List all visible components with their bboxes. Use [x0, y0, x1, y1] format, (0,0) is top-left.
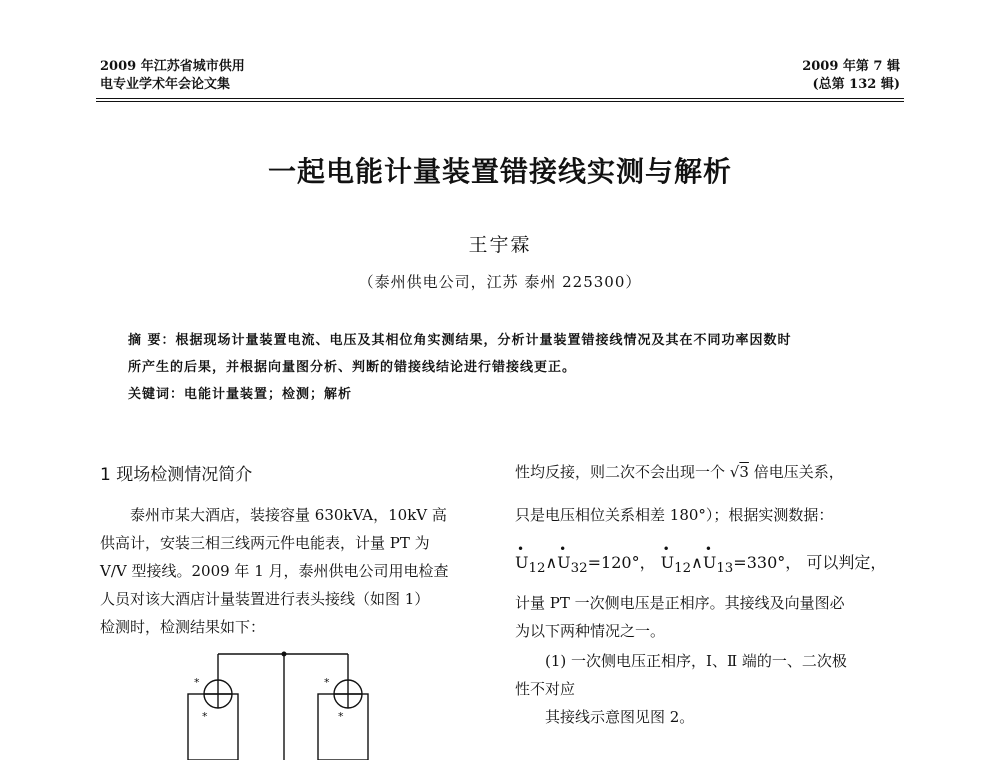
right-line1 — [515, 462, 844, 482]
fig-polarity-mark: * — [194, 676, 200, 689]
left-para-line: 供高计，安装三相三线两元件电能表，计量 PT 为 — [100, 534, 430, 552]
formula-line — [515, 553, 886, 579]
header-rule-bottom — [96, 101, 904, 102]
abstract-line2: 所产生的后果，并根据向量图分析、判断的错接线结论进行错接线更正。 — [128, 360, 577, 375]
formula-sub: 13 — [716, 561, 734, 577]
formula-wedge: ∧ — [545, 553, 558, 572]
formula-u: • U — [515, 553, 528, 572]
right-line2: 只是电压相位关系相差 180°）；根据实测数据： — [515, 506, 834, 524]
left-para-line: 人员对该大酒店计量装置进行表头接线（如图 1） — [100, 590, 430, 608]
right-line6: (1) 一次侧电压正相序，Ⅰ、Ⅱ 端的一、二次极 — [545, 652, 847, 670]
keywords-text: 电能计量装置；检测；解析 — [184, 387, 353, 402]
fig-polarity-mark: * — [324, 676, 330, 689]
fig-polarity-mark: * — [338, 710, 344, 723]
right-line8: 其接线示意图见图 2。 — [545, 708, 695, 726]
keywords-label: 关键词： — [128, 387, 185, 402]
paper-title: 一起电能计量装置错接线实测与解析 — [267, 155, 732, 188]
header-left — [100, 58, 245, 94]
left-para-line: V/V 型接线。2009 年 1 月，泰州供电公司用电检查 — [100, 562, 449, 580]
fig-right-loop — [318, 694, 368, 760]
header-right — [802, 58, 900, 94]
right-line4: 计量 PT 一次侧电压是正相序。其接线及向量图必 — [515, 594, 845, 612]
section-heading: 1 现场检测情况简介 — [100, 465, 253, 485]
author-name: 王宇霖 — [468, 234, 532, 256]
right-line5: 为以下两种情况之一。 — [515, 622, 666, 640]
affiliation: （泰州供电公司，江苏 泰州 225300） — [358, 273, 642, 291]
abstract-line1 — [128, 332, 792, 350]
figure1-wiring-diagram — [180, 640, 420, 760]
left-para-line: 泰州市某大酒店，装接容量 630kVA，10kV 高 — [130, 506, 447, 524]
right-line1-b: 倍电压关系， — [753, 463, 844, 481]
formula-sub: 12 — [674, 561, 692, 577]
formula-u: • U — [703, 553, 716, 572]
formula-eq2: =330°， — [733, 553, 802, 572]
abstract-label: 摘 要： — [128, 333, 176, 348]
left-para-line: 检测时，检测结果如下： — [100, 618, 266, 636]
formula-tail: 可以判定， — [806, 553, 887, 572]
header-right-line2: (总第 132 辑) — [812, 77, 900, 92]
sqrt-symbol: √ — [729, 463, 740, 481]
formula-wedge: ∧ — [691, 553, 703, 572]
right-line1-a: 性均反接，则二次不会出现一个 — [515, 463, 726, 481]
fig-left-loop — [188, 694, 238, 760]
header-left-line1: 2009 年江苏省城市供用 — [100, 59, 245, 74]
formula-sub: 32 — [570, 561, 588, 577]
header-left-line2: 电专业学术年会论文集 — [100, 77, 231, 92]
formula-u: • U — [557, 553, 570, 572]
formula-eq1: =120°， — [587, 553, 656, 572]
keywords-line — [128, 386, 352, 404]
formula-sub: 12 — [528, 561, 546, 577]
abstract-text1: 根据现场计量装置电流、电压及其相位角实测结果，分析计量装置错接线情况及其在不同功率因数时 — [175, 333, 792, 348]
fig-polarity-mark: * — [202, 710, 208, 723]
right-line7: 性不对应 — [515, 680, 576, 698]
formula-u: • U — [661, 553, 674, 572]
fig-junction-dot — [282, 652, 287, 657]
sqrt-value: 3 — [739, 463, 749, 481]
header-rule-top — [96, 98, 904, 99]
header-right-line1: 2009 年第 7 辑 — [802, 59, 900, 74]
